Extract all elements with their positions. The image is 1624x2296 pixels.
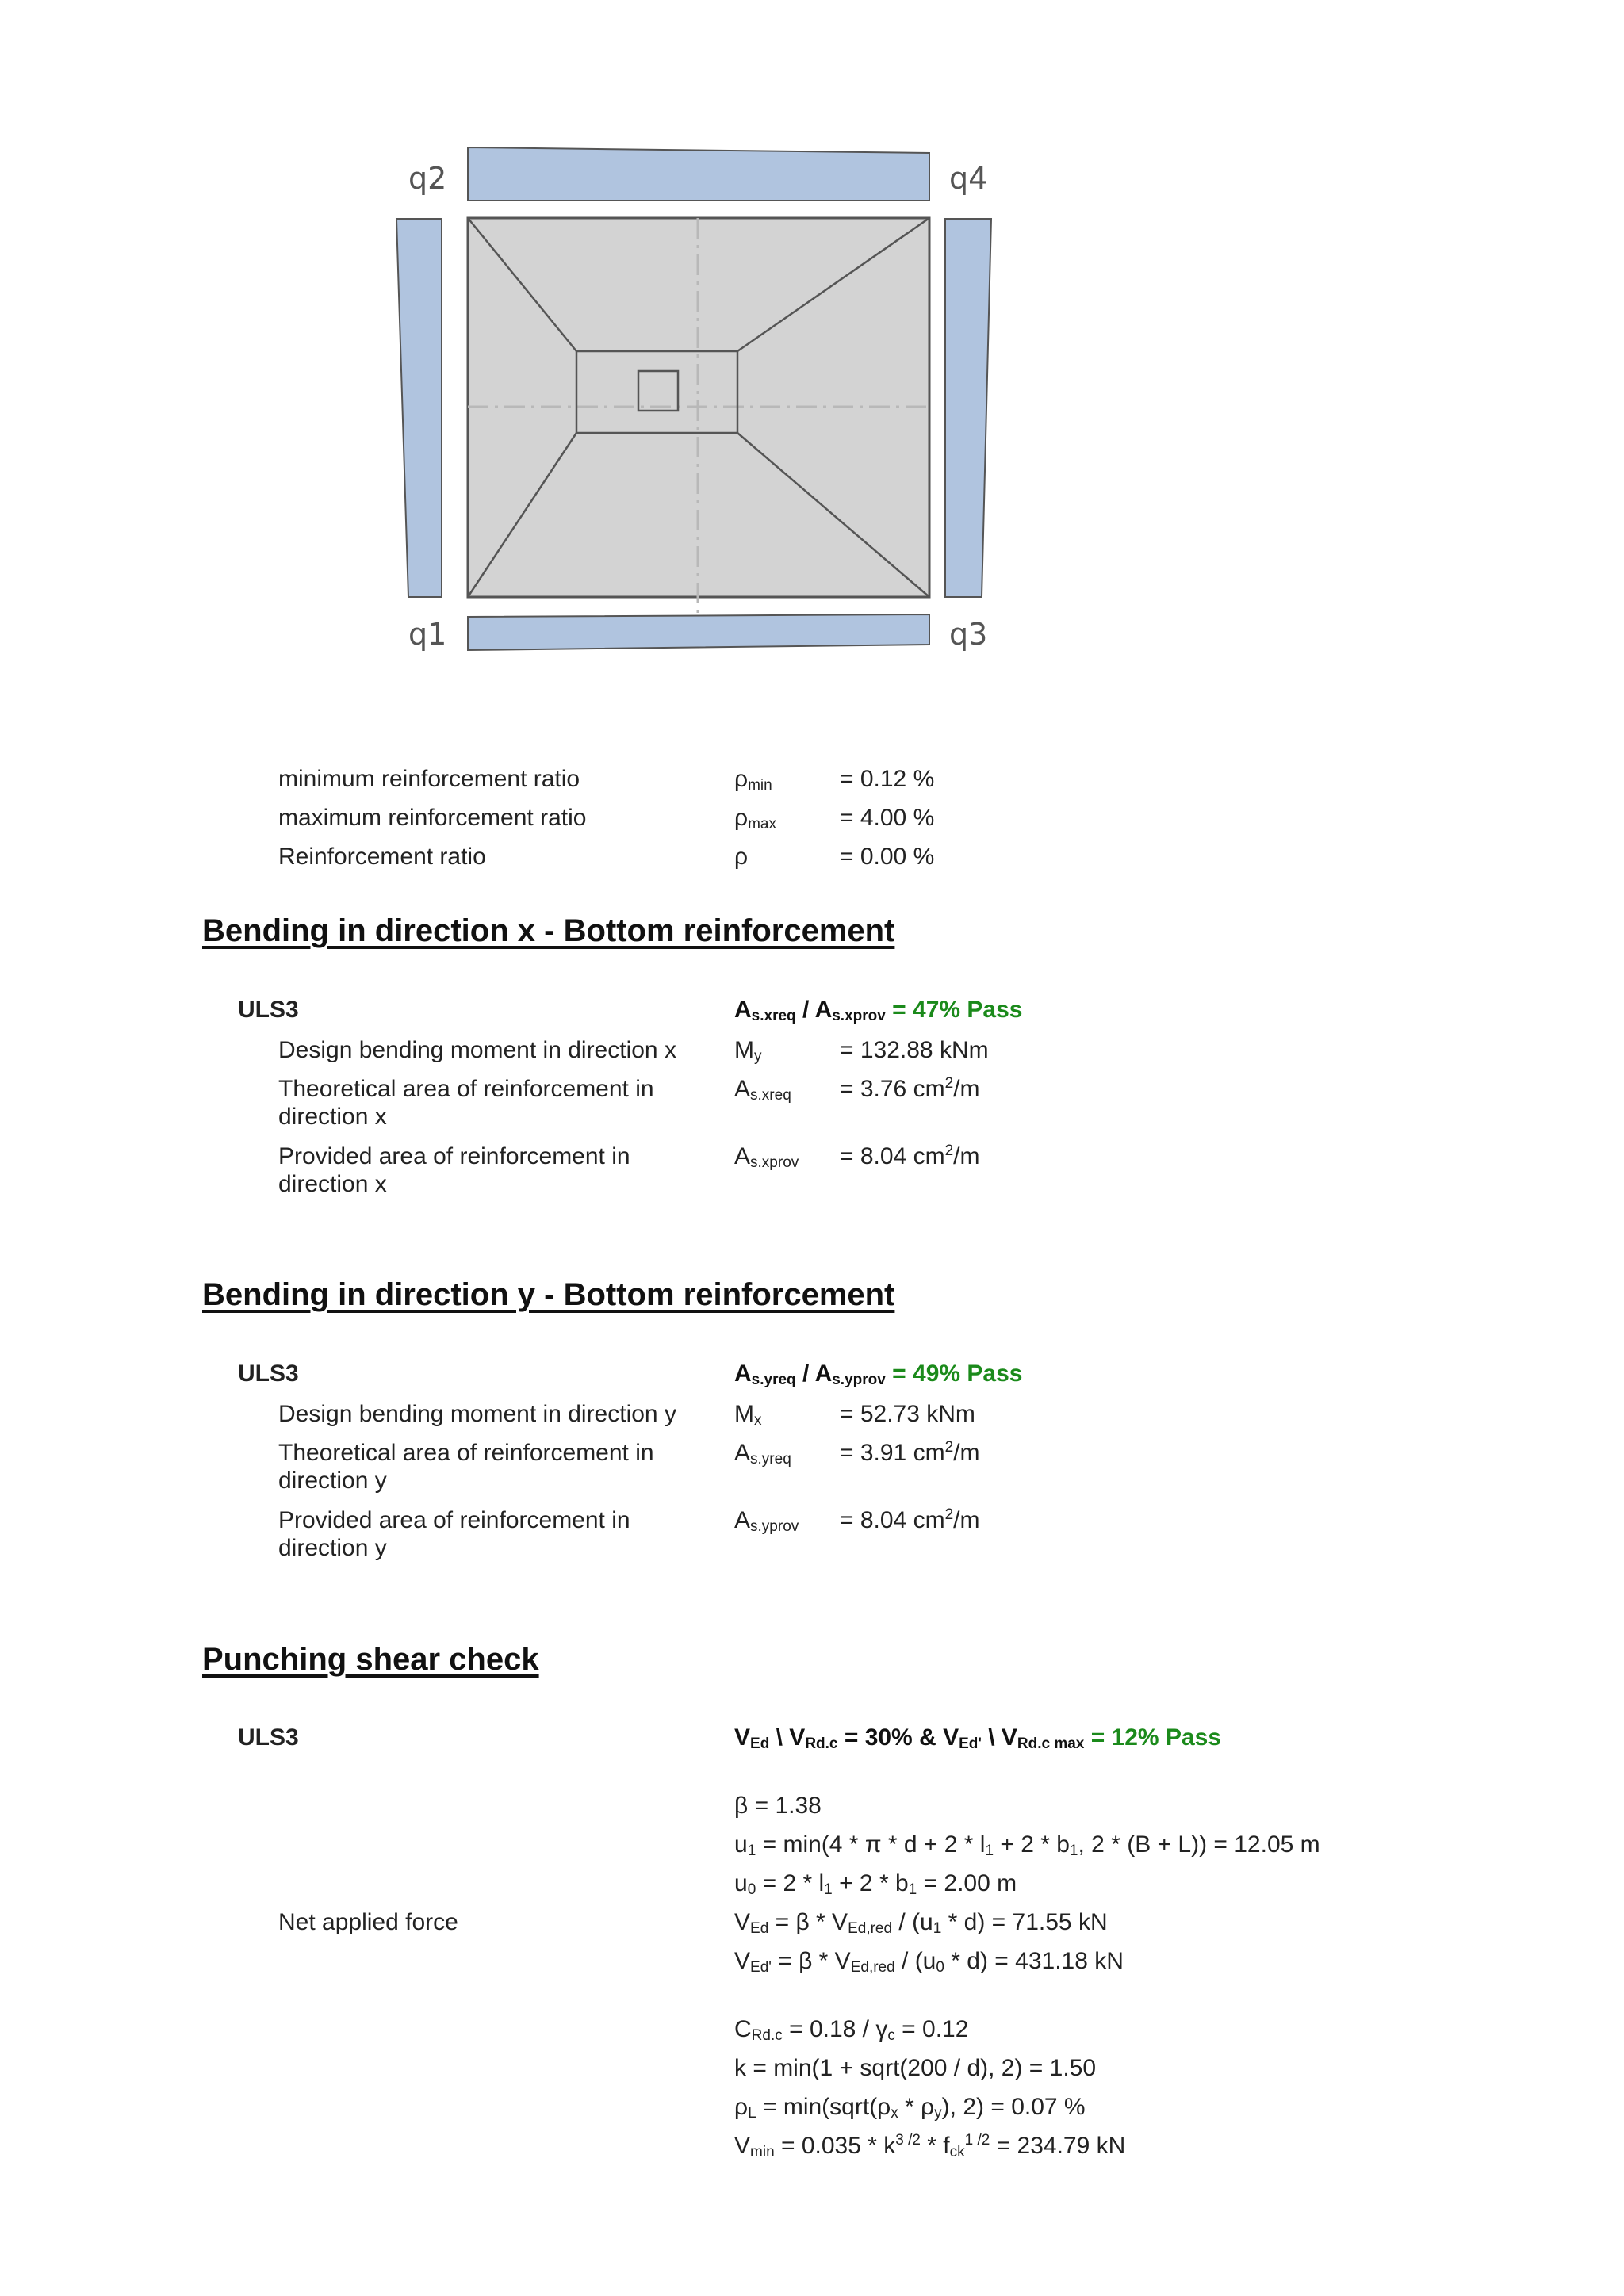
pad-bottom <box>468 614 929 650</box>
row-desc: Design bending moment in direction y <box>278 1401 676 1427</box>
label-q3: q3 <box>949 617 988 652</box>
label-q1: q1 <box>408 617 447 652</box>
ratio-value: = 4.00 % <box>840 805 935 831</box>
net-applied-force-label: Net applied force <box>278 1909 458 1935</box>
uls-label: ULS3 <box>238 1724 299 1751</box>
footing-pressure-diagram <box>393 141 1011 664</box>
row-value: = 132.88 kNm <box>840 1037 989 1063</box>
formula-ved-prime: $V_{Ed'} = \beta * V_{Ed,red} / (u_0 * d) = 431.18$ kN <box>734 1948 1124 1976</box>
row-desc: Theoretical area of reinforcement in direction x <box>278 1076 654 1130</box>
ratio-symbol: $\rho_{max}$ <box>734 805 776 832</box>
row-symbol: $A_{s.yreq}$ <box>734 1440 791 1468</box>
ratio-desc: maximum reinforcement ratio <box>278 805 587 831</box>
formula-crdc: $C_{Rd.c} = 0.18 / \gamma_c = 0.12$ <box>734 2016 969 2044</box>
check-ratio-y: $A_{s.yreq} / A_{s.yprov} = 49\%$ Pass <box>734 1360 1023 1388</box>
row-value: = 8.04 $cm^2/m$ <box>840 1142 980 1169</box>
ratio-desc: Reinforcement ratio <box>278 844 486 870</box>
check-ratio-x: $A_{s.xreq} / A_{s.xprov} = 47\%$ Pass <box>734 997 1023 1024</box>
heading-bending-x: Bending in direction x - Bottom reinforcement <box>202 913 895 948</box>
ratio-symbol: ρ <box>734 844 749 870</box>
pass-result: = 12% Pass <box>1084 1724 1222 1751</box>
row-value: = 8.04 $cm^2/m$ <box>840 1506 980 1533</box>
row-value: = 3.91 $cm^2/m$ <box>840 1439 980 1466</box>
row-value: = 52.73 kNm <box>840 1401 975 1427</box>
pad-top <box>468 147 929 201</box>
heading-punching-shear: Punching shear check <box>202 1642 539 1677</box>
pass-result: = 47% Pass <box>885 997 1023 1023</box>
pad-right <box>945 219 991 597</box>
ratio-desc: minimum reinforcement ratio <box>278 766 580 792</box>
uls-label: ULS3 <box>238 1360 299 1387</box>
row-desc: Theoretical area of reinforcement in direction y <box>278 1440 654 1494</box>
row-desc: Design bending moment in direction x <box>278 1037 676 1063</box>
check-ratio-punching: $V_{Ed}$ \ $V_{Rd.c} = 30\%$ & $V_{Ed'}$ \ $V_{Rd.c max} = 12\%$ Pass <box>734 1724 1222 1752</box>
row-symbol: $A_{s.xreq}$ <box>734 1076 791 1104</box>
formula-beta: β = 1.38 <box>734 1793 822 1819</box>
pad-left <box>396 219 442 597</box>
row-symbol: $M_y$ <box>734 1037 762 1065</box>
ratio-value: = 0.00 % <box>840 844 935 870</box>
formula-ved: $V_{Ed} = \beta * V_{Ed,red} / (u_1 * d) = 71.55$ kN <box>734 1909 1108 1937</box>
row-value: = 3.76 $cm^2/m$ <box>840 1075 980 1102</box>
formula-rho-l: $\rho_L$ = $\min(sqrt(\rho_x * \rho_y)$, 2) = 0.07 % <box>734 2094 1086 2122</box>
ratio-symbol: $\rho_{min}$ <box>734 766 772 794</box>
heading-bending-y: Bending in direction y - Bottom reinforcement <box>202 1277 895 1312</box>
label-q2: q2 <box>408 161 447 196</box>
label-q4: q4 <box>949 161 988 196</box>
row-symbol: $M_x$ <box>734 1401 762 1429</box>
row-desc: Provided area of reinforcement in direction y <box>278 1507 630 1561</box>
formula-k: k = min(1 + sqrt(200 / d), 2) = 1.50 <box>734 2055 1097 2081</box>
row-desc: Provided area of reinforcement in direction x <box>278 1143 630 1197</box>
uls-label: ULS3 <box>238 997 299 1023</box>
ratio-value: = 0.12 % <box>840 766 935 792</box>
row-symbol: $A_{s.xprov}$ <box>734 1143 799 1171</box>
formula-vmin: $V_{min} = 0.035 * k^{3 /2} * f_{ck}^{1 /2} = 234.79$ kN <box>734 2132 1126 2160</box>
row-symbol: $A_{s.yprov}$ <box>734 1507 799 1535</box>
formula-u1: $u_1 = \min(4 * \pi * d + 2 * l_1 + 2 * b_1$, 2 * (B + L)) = 12.05 m <box>734 1831 1320 1859</box>
footing-plan <box>468 218 929 615</box>
pass-result: = 49% Pass <box>885 1360 1023 1387</box>
formula-u0: $u_0 = 2 * l_1 + 2 * b_1 = 2.00$ m <box>734 1870 1017 1898</box>
